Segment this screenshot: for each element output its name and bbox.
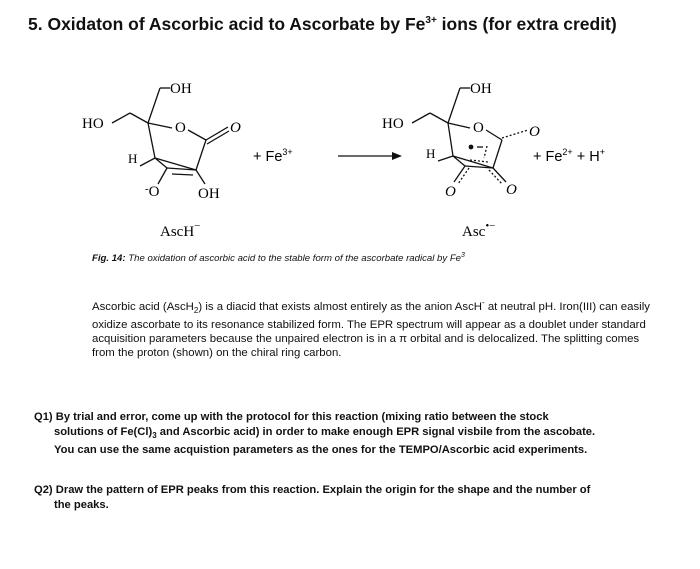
reagent-fe3 xyxy=(253,147,293,165)
caption-label: Fig. 14: xyxy=(92,253,126,265)
q1-line-2-sub: 3 xyxy=(152,431,157,441)
left-name-text: AscH xyxy=(160,224,195,240)
right-o-bottom-right: O xyxy=(506,182,517,198)
description-paragraph xyxy=(92,296,652,360)
left-o-minus-symbol: O xyxy=(148,184,160,200)
right-o-bottom-left: O xyxy=(445,184,456,200)
left-o-minus: -O xyxy=(145,183,160,200)
para-part-1: Ascorbic acid (AscH xyxy=(92,300,194,313)
left-name-charge: − xyxy=(194,220,201,232)
products xyxy=(533,147,605,165)
question-2 xyxy=(34,483,696,513)
para-part-3: at neutral pH. Iron(III) can easily oxidize ascorbate to its resonance stabilized form. The EPR spectrum will appear as a doublet under standard acquisition parameters because the unpaired electron is in a π orbital and is delocalized. The splitting comes from the proton (shown) on the chiral ring carbon. xyxy=(92,300,650,360)
right-compound-name xyxy=(462,220,495,240)
para-sub: 2 xyxy=(193,306,199,316)
products-h-charge: + xyxy=(599,147,605,157)
left-compound-name xyxy=(160,220,200,240)
ascorbate-anion-structure xyxy=(112,88,229,184)
left-carbonyl-o: O xyxy=(230,120,241,136)
heading-suffix: ions (for extra credit) xyxy=(436,14,617,34)
left-ho: HO xyxy=(82,116,104,132)
radical-dot xyxy=(469,145,474,150)
right-h: H xyxy=(426,146,436,161)
section-heading xyxy=(28,14,617,35)
right-ring-o: O xyxy=(473,120,484,136)
heading-charge: 3+ xyxy=(425,15,437,27)
left-oh-bottom: OH xyxy=(198,186,220,202)
q1-line-2a: solutions of Fe(Cl) xyxy=(54,426,153,438)
reagent-text: + Fe xyxy=(253,149,283,165)
left-ring-o: O xyxy=(175,120,186,136)
question-1 xyxy=(34,410,696,458)
caption-sup: 3 xyxy=(461,252,465,259)
reagent-charge: 3+ xyxy=(282,147,293,157)
q1-line-2 xyxy=(34,425,696,443)
right-name-charge: •− xyxy=(485,220,496,232)
heading-text: 5. Oxidaton of Ascorbic acid to Ascorbate by Fe xyxy=(28,14,426,34)
q2-line-1: Q2) Draw the pattern of EPR peaks from this reaction. Explain the origin for the shape and the number of xyxy=(34,484,591,496)
para-sup: - xyxy=(482,298,485,307)
reaction-scheme xyxy=(60,58,670,243)
q1-line-1: Q1) By trial and error, come up with the protocol for this reaction (mixing ratio between the stock xyxy=(34,411,549,423)
right-oh-top: OH xyxy=(470,81,492,97)
ascorbate-radical-structure xyxy=(412,88,528,184)
reaction-arrow xyxy=(338,152,402,160)
products-fe-charge: 2+ xyxy=(562,147,573,157)
right-ho: HO xyxy=(382,116,404,132)
right-name-text: Asc xyxy=(462,224,486,240)
products-fe: + Fe xyxy=(533,149,563,165)
right-carbonyl-o: O xyxy=(529,124,540,140)
left-oh-top: OH xyxy=(170,81,192,97)
para-part-2: ) is a diacid that exists almost entirely as the anion AscH xyxy=(198,300,483,313)
q1-line-3: You can use the same acquistion parameters as the ones for the TEMPO/Ascorbic acid experiments. xyxy=(54,444,588,457)
products-h: + H xyxy=(572,149,600,165)
left-h: H xyxy=(128,151,138,166)
q1-line-2b: and Ascorbic acid) in order to make enough EPR signal visbile from the ascobate. xyxy=(156,426,596,438)
figure-caption xyxy=(92,252,465,264)
caption-text: The oxidation of ascorbic acid to the stable form of the ascorbate radical by Fe xyxy=(125,253,462,265)
q2-line-2: the peaks. xyxy=(54,499,109,511)
